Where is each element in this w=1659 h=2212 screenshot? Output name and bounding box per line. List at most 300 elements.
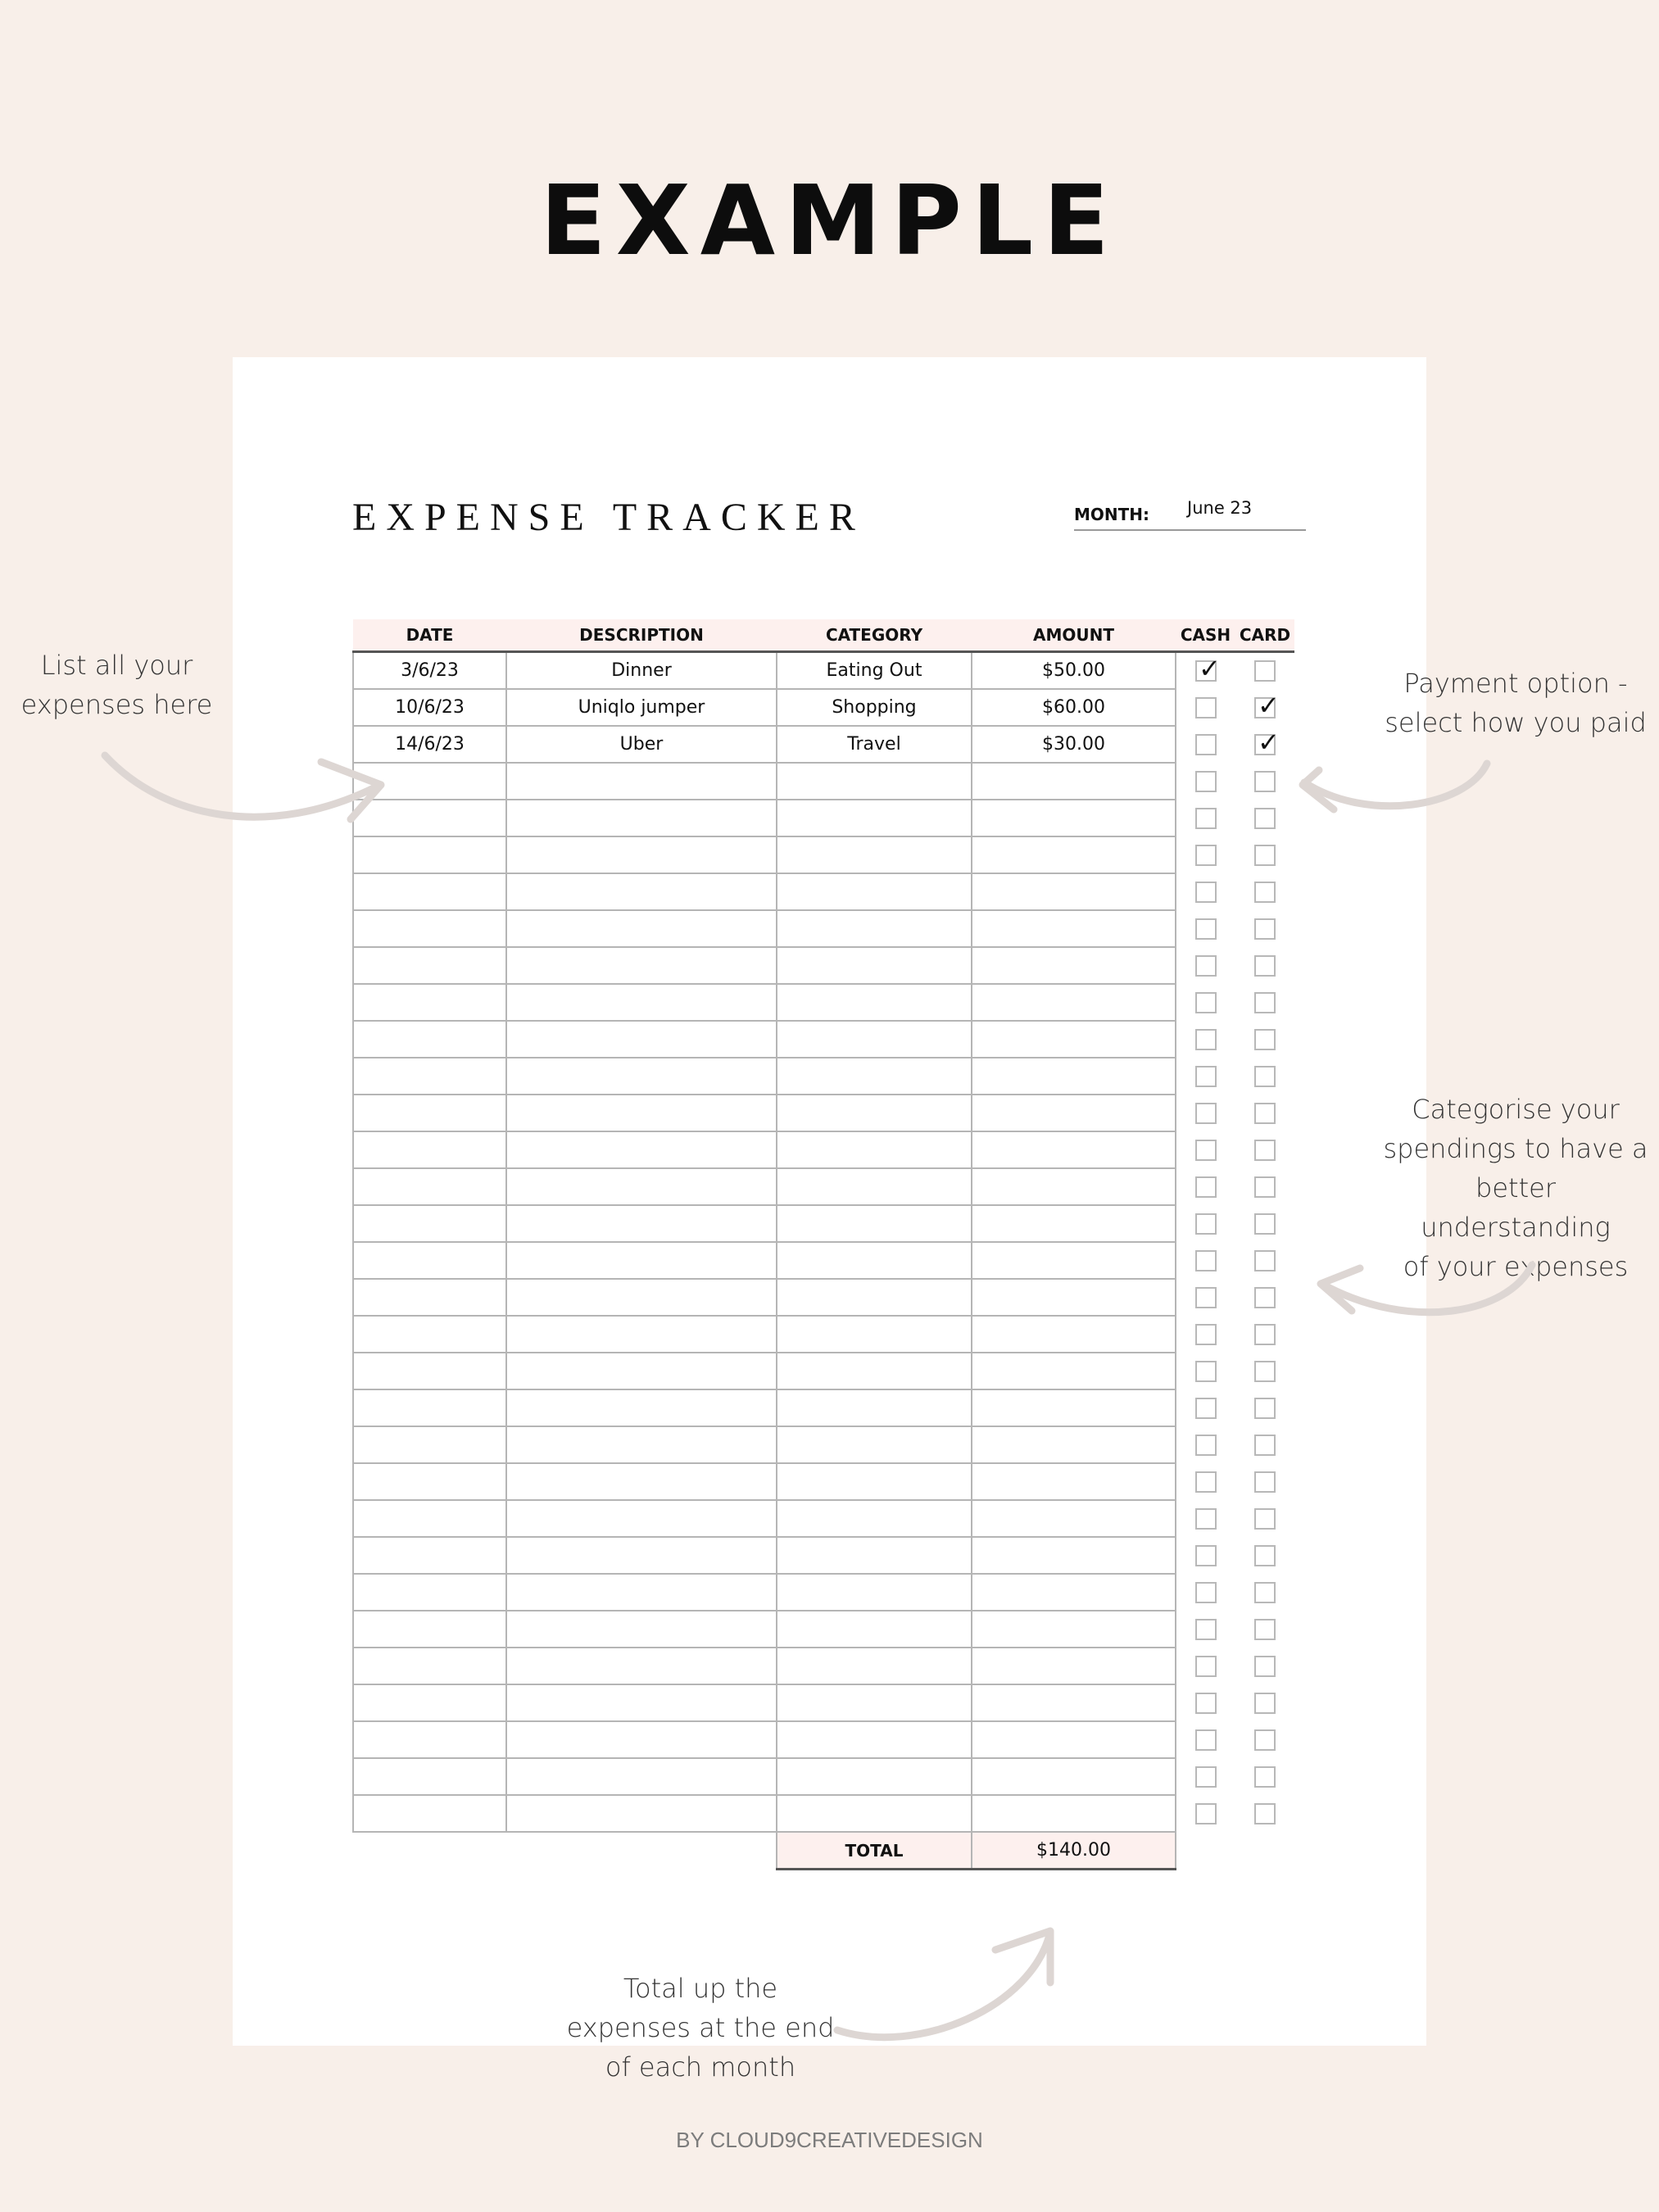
checkbox[interactable]	[1254, 1176, 1276, 1198]
checkbox[interactable]	[1254, 771, 1276, 792]
checkbox[interactable]	[1195, 1619, 1217, 1640]
spacer	[506, 1832, 777, 1870]
checkbox-cell	[1176, 1574, 1235, 1611]
amount-cell[interactable]	[972, 1721, 1176, 1758]
page-heading: EXAMPLE	[540, 164, 1119, 277]
table-row	[353, 1684, 1294, 1721]
description-cell[interactable]	[506, 1131, 777, 1168]
category-cell[interactable]	[777, 800, 972, 836]
checkbox[interactable]	[1195, 918, 1217, 940]
checkbox-cell	[1235, 1611, 1294, 1648]
amount-cell[interactable]	[972, 836, 1176, 873]
category-cell[interactable]	[777, 1611, 972, 1648]
description-cell[interactable]	[506, 1426, 777, 1463]
date-cell[interactable]	[353, 1648, 506, 1684]
note-line: select how you paid	[1385, 707, 1647, 738]
date-cell[interactable]	[353, 1500, 506, 1537]
description-cell[interactable]	[506, 1205, 777, 1242]
note-line: expenses at the end	[566, 2012, 835, 2043]
category-cell[interactable]	[777, 947, 972, 984]
note-line: spendings to have a	[1383, 1133, 1648, 1164]
table-row	[353, 726, 1294, 763]
checkbox-cell	[1176, 1021, 1235, 1058]
description-cell[interactable]	[506, 1353, 777, 1389]
month-field[interactable]: June 23	[1187, 498, 1253, 518]
date-cell[interactable]	[353, 1611, 506, 1648]
category-cell[interactable]	[777, 1021, 972, 1058]
checkbox-cell	[1235, 1205, 1294, 1242]
checkbox-cell	[1235, 910, 1294, 947]
column-header: AMOUNT	[972, 619, 1176, 652]
note-list-expenses	[16, 646, 217, 724]
checkbox[interactable]	[1195, 1582, 1217, 1603]
amount-cell[interactable]	[972, 763, 1176, 800]
table-row	[353, 1242, 1294, 1279]
checkbox[interactable]	[1195, 1029, 1217, 1050]
amount-cell[interactable]	[972, 1242, 1176, 1279]
description-cell[interactable]	[506, 763, 777, 800]
checkbox-cell	[1176, 652, 1235, 690]
description-cell[interactable]	[506, 1242, 777, 1279]
checkbox-cell	[1235, 1058, 1294, 1095]
description-cell[interactable]	[506, 873, 777, 910]
date-cell[interactable]	[353, 1095, 506, 1131]
category-cell[interactable]	[777, 1721, 972, 1758]
category-cell[interactable]: Shopping	[777, 689, 972, 726]
date-cell[interactable]	[353, 1021, 506, 1058]
checkbox[interactable]	[1195, 1508, 1217, 1530]
category-cell[interactable]	[777, 1795, 972, 1832]
checkbox[interactable]	[1254, 1435, 1276, 1456]
checkbox[interactable]	[1195, 1435, 1217, 1456]
checkbox[interactable]	[1254, 1619, 1276, 1640]
checkbox[interactable]	[1195, 653, 1221, 684]
date-cell[interactable]	[353, 1684, 506, 1721]
checkbox[interactable]	[1254, 882, 1276, 903]
date-cell[interactable]	[353, 1795, 506, 1832]
checkbox-cell	[1235, 1574, 1294, 1611]
category-cell[interactable]	[777, 1205, 972, 1242]
checkbox-cell	[1176, 1316, 1235, 1353]
checkbox-cell	[1176, 1463, 1235, 1500]
column-header: CATEGORY	[777, 619, 972, 652]
expense-tracker-sheet	[233, 357, 1426, 2046]
checkbox[interactable]	[1254, 1398, 1276, 1419]
checkbox-cell	[1235, 1021, 1294, 1058]
checkbox[interactable]	[1254, 660, 1276, 682]
table-row	[353, 910, 1294, 947]
checkbox[interactable]	[1254, 1508, 1276, 1530]
table-row	[353, 1279, 1294, 1316]
checkbox-cell	[1176, 1205, 1235, 1242]
category-cell[interactable]	[777, 1168, 972, 1205]
spacer	[353, 1832, 506, 1870]
amount-cell[interactable]	[972, 1500, 1176, 1537]
column-header: CASH	[1176, 619, 1235, 652]
date-cell[interactable]: 3/6/23	[353, 652, 506, 690]
checkbox[interactable]	[1254, 918, 1276, 940]
table-row	[353, 1500, 1294, 1537]
table-row	[353, 1648, 1294, 1684]
amount-cell[interactable]	[972, 1463, 1176, 1500]
checkbox[interactable]	[1254, 955, 1276, 977]
category-cell[interactable]	[777, 873, 972, 910]
category-cell[interactable]	[777, 1058, 972, 1095]
category-cell[interactable]	[777, 1758, 972, 1795]
description-cell[interactable]	[506, 1574, 777, 1611]
table-row	[353, 1389, 1294, 1426]
amount-cell[interactable]	[972, 1795, 1176, 1832]
table-row	[353, 1758, 1294, 1795]
checkbox[interactable]	[1195, 1066, 1217, 1087]
date-cell[interactable]	[353, 1168, 506, 1205]
date-cell[interactable]	[353, 873, 506, 910]
amount-cell[interactable]: $60.00	[972, 689, 1176, 726]
description-cell[interactable]	[506, 1537, 777, 1574]
checkbox-cell	[1235, 1131, 1294, 1168]
total-label: TOTAL	[777, 1832, 972, 1870]
checkbox[interactable]	[1195, 992, 1217, 1013]
table-row	[353, 1131, 1294, 1168]
category-cell[interactable]	[777, 1279, 972, 1316]
checkbox[interactable]	[1254, 808, 1276, 829]
description-cell[interactable]	[506, 1795, 777, 1832]
checkbox-cell	[1235, 800, 1294, 836]
note-categorise	[1380, 1090, 1651, 1286]
date-cell[interactable]	[353, 1353, 506, 1389]
month-underline	[1074, 529, 1306, 531]
description-cell[interactable]	[506, 1648, 777, 1684]
table-row	[353, 836, 1294, 873]
checkbox-cell	[1235, 1795, 1294, 1832]
category-cell[interactable]	[777, 1500, 972, 1537]
checkbox-cell	[1235, 763, 1294, 800]
column-header: DATE	[353, 619, 506, 652]
amount-cell[interactable]: $30.00	[972, 726, 1176, 763]
amount-cell[interactable]	[972, 1316, 1176, 1353]
checkbox[interactable]	[1254, 1693, 1276, 1714]
date-cell[interactable]	[353, 1574, 506, 1611]
checkbox-cell	[1235, 1721, 1294, 1758]
description-cell[interactable]	[506, 1168, 777, 1205]
amount-cell[interactable]	[972, 1131, 1176, 1168]
category-cell[interactable]	[777, 1426, 972, 1463]
checkbox[interactable]	[1254, 689, 1280, 721]
table-row	[353, 1353, 1294, 1389]
expense-table	[352, 619, 1294, 1870]
checkbox-cell	[1235, 1500, 1294, 1537]
category-cell[interactable]	[777, 1389, 972, 1426]
table-row	[353, 1611, 1294, 1648]
checkbox-cell	[1176, 1353, 1235, 1389]
checkbox-cell	[1235, 984, 1294, 1021]
category-cell[interactable]	[777, 1353, 972, 1389]
date-cell[interactable]	[353, 1463, 506, 1500]
checkbox[interactable]	[1195, 1324, 1217, 1345]
checkbox-cell	[1176, 1500, 1235, 1537]
checkbox-cell	[1176, 1795, 1235, 1832]
checkbox[interactable]	[1195, 1398, 1217, 1419]
amount-cell[interactable]	[972, 984, 1176, 1021]
checkbox[interactable]	[1195, 1213, 1217, 1235]
checkbox[interactable]	[1254, 1213, 1276, 1235]
checkbox[interactable]	[1254, 1140, 1276, 1161]
description-cell[interactable]	[506, 910, 777, 947]
month-label: MONTH:	[1074, 505, 1150, 524]
checkbox[interactable]	[1195, 1103, 1217, 1124]
checkbox[interactable]	[1254, 992, 1276, 1013]
table-row	[353, 1205, 1294, 1242]
date-cell[interactable]	[353, 1721, 506, 1758]
checkbox[interactable]	[1254, 1803, 1276, 1824]
checkbox[interactable]	[1195, 1729, 1217, 1751]
description-cell[interactable]	[506, 1721, 777, 1758]
category-cell[interactable]	[777, 763, 972, 800]
category-cell[interactable]	[777, 984, 972, 1021]
date-cell[interactable]	[353, 1537, 506, 1574]
checkbox[interactable]	[1254, 1582, 1276, 1603]
checkbox-cell	[1176, 1684, 1235, 1721]
checkbox-cell	[1176, 1611, 1235, 1648]
date-cell[interactable]	[353, 984, 506, 1021]
description-cell[interactable]	[506, 1611, 777, 1648]
checkbox[interactable]	[1195, 1545, 1217, 1566]
note-line: better understanding	[1421, 1172, 1611, 1243]
description-cell[interactable]	[506, 1684, 777, 1721]
checkbox[interactable]	[1195, 734, 1217, 755]
table-row	[353, 1021, 1294, 1058]
amount-cell[interactable]	[972, 1095, 1176, 1131]
category-cell[interactable]	[777, 910, 972, 947]
description-cell[interactable]	[506, 1316, 777, 1353]
checkbox-cell	[1176, 873, 1235, 910]
note-total-up	[565, 1969, 836, 2087]
checkbox-cell	[1176, 763, 1235, 800]
checkbox[interactable]	[1254, 1656, 1276, 1677]
checkbox[interactable]	[1195, 771, 1217, 792]
column-header: DESCRIPTION	[506, 619, 777, 652]
table-row	[353, 652, 1294, 690]
description-cell[interactable]	[506, 1279, 777, 1316]
checkbox[interactable]	[1195, 1361, 1217, 1382]
amount-cell[interactable]	[972, 1389, 1176, 1426]
description-cell[interactable]	[506, 1500, 777, 1537]
category-cell[interactable]	[777, 1463, 972, 1500]
checkbox-cell	[1235, 1463, 1294, 1500]
checkbox-cell	[1235, 1648, 1294, 1684]
description-cell[interactable]: Uniqlo jumper	[506, 689, 777, 726]
amount-cell[interactable]	[972, 1426, 1176, 1463]
checkbox-cell	[1235, 652, 1294, 690]
checkbox[interactable]	[1195, 808, 1217, 829]
date-cell[interactable]	[353, 800, 506, 836]
category-cell[interactable]	[777, 1095, 972, 1131]
checkbox[interactable]	[1254, 1250, 1276, 1271]
category-cell[interactable]	[777, 1131, 972, 1168]
checkbox-cell	[1176, 836, 1235, 873]
total-row	[353, 1832, 1294, 1870]
date-cell[interactable]	[353, 1205, 506, 1242]
checkbox[interactable]	[1195, 1250, 1217, 1271]
note-line: expenses here	[20, 689, 213, 720]
date-cell[interactable]	[353, 1316, 506, 1353]
checkbox-cell	[1235, 1095, 1294, 1131]
date-cell[interactable]	[353, 1758, 506, 1795]
checkbox[interactable]	[1254, 1766, 1276, 1788]
date-cell[interactable]	[353, 910, 506, 947]
checkbox[interactable]	[1254, 1287, 1276, 1308]
table-row	[353, 1721, 1294, 1758]
table-row	[353, 984, 1294, 1021]
description-cell[interactable]	[506, 1389, 777, 1426]
note-line: of your expenses	[1403, 1251, 1629, 1282]
checkbox-cell	[1235, 836, 1294, 873]
date-cell[interactable]	[353, 1279, 506, 1316]
note-line: Payment option -	[1403, 668, 1628, 699]
description-cell[interactable]	[506, 836, 777, 873]
description-cell[interactable]	[506, 984, 777, 1021]
checkbox[interactable]	[1195, 1176, 1217, 1198]
description-cell[interactable]	[506, 1463, 777, 1500]
amount-cell[interactable]	[972, 1205, 1176, 1242]
date-cell[interactable]	[353, 1242, 506, 1279]
checkbox-cell	[1235, 1537, 1294, 1574]
checkbox[interactable]	[1195, 697, 1217, 718]
column-header: CARD	[1235, 619, 1294, 652]
tracker-title: EXPENSE TRACKER	[352, 496, 865, 539]
amount-cell[interactable]: $50.00	[972, 652, 1176, 690]
table-row	[353, 1537, 1294, 1574]
amount-cell[interactable]	[972, 1058, 1176, 1095]
date-cell[interactable]: 10/6/23	[353, 689, 506, 726]
note-line: List all your	[40, 650, 193, 681]
checkbox-cell	[1176, 1758, 1235, 1795]
checkbox[interactable]	[1254, 1324, 1276, 1345]
description-cell[interactable]: Uber	[506, 726, 777, 763]
category-cell[interactable]	[777, 1537, 972, 1574]
amount-cell[interactable]	[972, 1611, 1176, 1648]
category-cell[interactable]: Travel	[777, 726, 972, 763]
amount-cell[interactable]	[972, 1279, 1176, 1316]
amount-cell[interactable]	[972, 1758, 1176, 1795]
amount-cell[interactable]	[972, 1574, 1176, 1611]
table-row	[353, 1795, 1294, 1832]
checkbox[interactable]	[1254, 726, 1280, 758]
amount-cell[interactable]	[972, 1648, 1176, 1684]
description-cell[interactable]	[506, 1758, 777, 1795]
checkbox[interactable]	[1195, 1803, 1217, 1824]
checkbox[interactable]	[1195, 955, 1217, 977]
checkbox[interactable]	[1195, 1766, 1217, 1788]
checkbox-cell	[1176, 1131, 1235, 1168]
checkbox[interactable]	[1254, 1545, 1276, 1566]
category-cell[interactable]	[777, 1242, 972, 1279]
checkbox-cell	[1176, 800, 1235, 836]
date-cell[interactable]	[353, 836, 506, 873]
table-row	[353, 947, 1294, 984]
checkbox[interactable]	[1195, 1656, 1217, 1677]
amount-cell[interactable]	[972, 1168, 1176, 1205]
checkbox[interactable]	[1195, 1471, 1217, 1493]
description-cell[interactable]	[506, 1021, 777, 1058]
check-mark-icon: ✓	[1258, 689, 1280, 721]
checkbox[interactable]	[1254, 1471, 1276, 1493]
checkbox[interactable]	[1254, 1361, 1276, 1382]
checkbox[interactable]	[1254, 1066, 1276, 1087]
description-cell[interactable]: Dinner	[506, 652, 777, 690]
checkbox-cell	[1176, 1095, 1235, 1131]
checkbox-cell	[1235, 1279, 1294, 1316]
amount-cell[interactable]	[972, 910, 1176, 947]
checkbox[interactable]	[1254, 845, 1276, 866]
date-cell[interactable]: 14/6/23	[353, 726, 506, 763]
checkbox-cell	[1176, 1537, 1235, 1574]
checkbox[interactable]	[1195, 1287, 1217, 1308]
date-cell[interactable]	[353, 1058, 506, 1095]
category-cell[interactable]	[777, 836, 972, 873]
note-line: of each month	[605, 2051, 796, 2083]
checkbox-cell	[1176, 1426, 1235, 1463]
checkbox-cell	[1235, 1426, 1294, 1463]
checkbox[interactable]	[1195, 1693, 1217, 1714]
amount-cell[interactable]	[972, 947, 1176, 984]
amount-cell[interactable]	[972, 1537, 1176, 1574]
checkbox[interactable]	[1254, 1029, 1276, 1050]
description-cell[interactable]	[506, 947, 777, 984]
category-cell[interactable]	[777, 1648, 972, 1684]
table-row	[353, 1574, 1294, 1611]
category-cell[interactable]	[777, 1684, 972, 1721]
amount-cell[interactable]	[972, 1353, 1176, 1389]
amount-cell[interactable]	[972, 800, 1176, 836]
description-cell[interactable]	[506, 1058, 777, 1095]
checkbox-cell	[1235, 1168, 1294, 1205]
footer-credit: BY CLOUD9CREATIVEDESIGN	[676, 2128, 983, 2152]
checkbox-cell	[1176, 689, 1235, 726]
category-cell[interactable]	[777, 1316, 972, 1353]
description-cell[interactable]	[506, 800, 777, 836]
checkbox-cell	[1176, 1389, 1235, 1426]
table-row	[353, 800, 1294, 836]
checkbox[interactable]	[1254, 1729, 1276, 1751]
checkbox-cell	[1176, 1242, 1235, 1279]
checkbox-cell	[1235, 1353, 1294, 1389]
description-cell[interactable]	[506, 1095, 777, 1131]
checkbox[interactable]	[1195, 882, 1217, 903]
check-mark-icon: ✓	[1258, 726, 1280, 758]
checkbox[interactable]	[1195, 845, 1217, 866]
total-amount[interactable]: $140.00	[972, 1832, 1176, 1870]
category-cell[interactable]	[777, 1574, 972, 1611]
checkbox-cell	[1176, 726, 1235, 763]
category-cell[interactable]: Eating Out	[777, 652, 972, 690]
note-line: Categorise your	[1412, 1094, 1620, 1125]
table-row	[353, 873, 1294, 910]
checkbox-cell	[1235, 689, 1294, 726]
date-cell[interactable]	[353, 947, 506, 984]
checkbox[interactable]	[1254, 1103, 1276, 1124]
date-cell[interactable]	[353, 1426, 506, 1463]
checkbox[interactable]	[1195, 1140, 1217, 1161]
date-cell[interactable]	[353, 1131, 506, 1168]
amount-cell[interactable]	[972, 873, 1176, 910]
amount-cell[interactable]	[972, 1021, 1176, 1058]
checkbox-cell	[1176, 947, 1235, 984]
checkbox-cell	[1176, 984, 1235, 1021]
amount-cell[interactable]	[972, 1684, 1176, 1721]
date-cell[interactable]	[353, 763, 506, 800]
date-cell[interactable]	[353, 1389, 506, 1426]
